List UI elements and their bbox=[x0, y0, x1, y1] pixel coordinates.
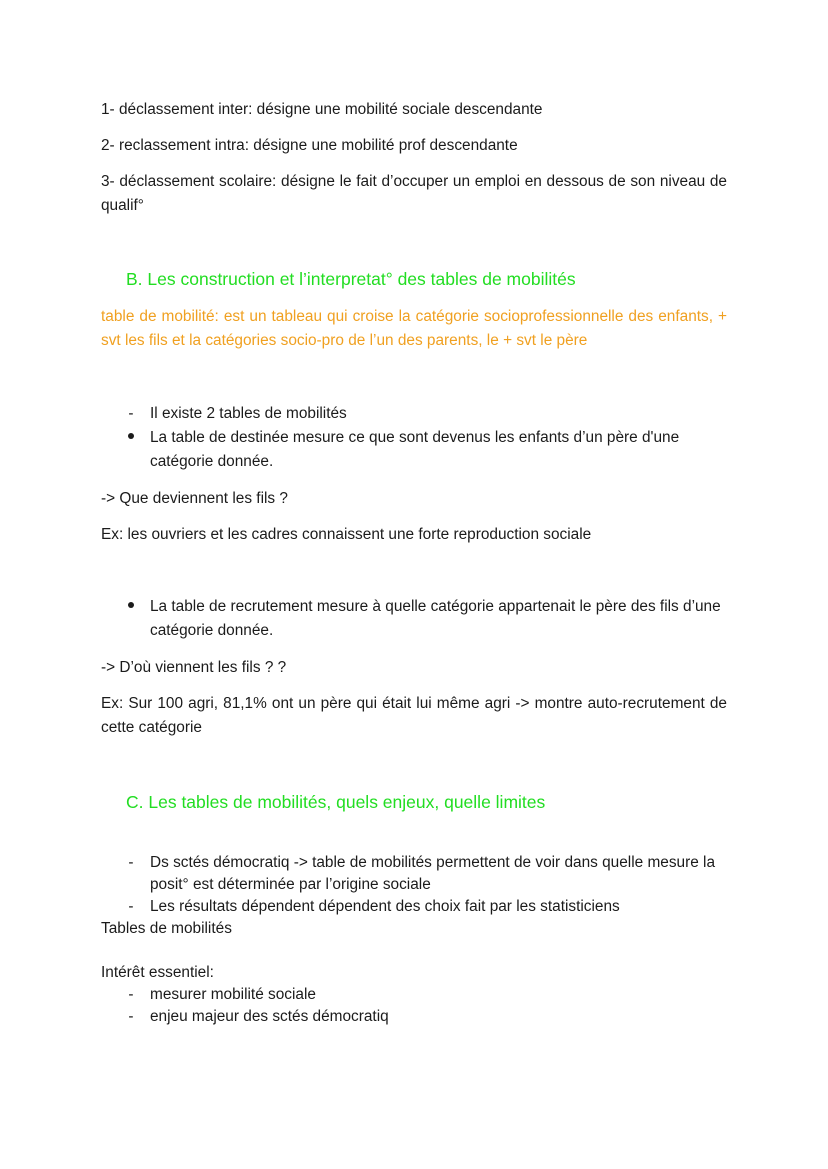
bullet-marker bbox=[125, 595, 137, 619]
list-item-text: La table de recrutement mesure à quelle catégorie appartenait le père des fils d’une catégorie donnée. bbox=[150, 598, 721, 639]
definition-declassement-scolaire: 3- déclassement scolaire: désigne le fait d’occuper un emploi en dessous de son niveau de qualif° bbox=[101, 173, 727, 214]
list-item bbox=[150, 595, 730, 643]
list-item-text: La table de destinée mesure ce que sont devenus les enfants d’un père d'une catégorie donnée. bbox=[150, 429, 680, 470]
list-item bbox=[128, 402, 730, 426]
list-item-text: mesurer mobilité sociale bbox=[150, 986, 316, 1003]
question-origine: -> D’où viennent les fils ? ? bbox=[101, 659, 287, 676]
definition-reclassement-intra: 2- reclassement intra: désigne une mobilité prof descendante bbox=[101, 137, 518, 154]
list-item-text: Les résultats dépendent dépendent des choix fait par les statisticiens bbox=[150, 898, 620, 915]
list-item-text: Ds sctés démocratiq -> table de mobilités permettent de voir dans quelle mesure la posit° est déterminée par l’origine sociale bbox=[150, 854, 716, 893]
bullet-marker bbox=[125, 426, 137, 450]
list-item bbox=[128, 896, 730, 918]
example-auto-recrutement: Ex: Sur 100 agri, 81,1% ont un père qui était lui même agri -> montre auto-recrutement de cette catégorie bbox=[101, 695, 727, 736]
table-mobilite-definition: table de mobilité: est un tableau qui croise la catégorie socioprofessionnelle des enfants, + svt les fils et la catégories socio-pro de l’un des parents, le + svt le père bbox=[101, 308, 727, 349]
dash-marker: - bbox=[128, 405, 134, 422]
question-fils: -> Que deviennent les fils ? bbox=[101, 490, 288, 507]
section-c-heading: C. Les tables de mobilités, quels enjeux, quelle limites bbox=[126, 792, 546, 812]
dash-marker: - bbox=[128, 854, 134, 871]
tables-label: Tables de mobilités bbox=[101, 920, 232, 937]
definition-declassement-inter: 1- déclassement inter: désigne une mobilité sociale descendante bbox=[101, 101, 543, 118]
dash-marker: - bbox=[128, 898, 134, 915]
list-item bbox=[128, 984, 730, 1006]
interet-label: Intérêt essentiel: bbox=[101, 964, 214, 981]
list-item-text: enjeu majeur des sctés démocratiq bbox=[150, 1008, 389, 1025]
section-b-heading: B. Les construction et l’interpretat° des tables de mobilités bbox=[126, 269, 576, 289]
list-item bbox=[128, 1006, 730, 1028]
dash-marker: - bbox=[128, 1008, 134, 1025]
list-item-text: Il existe 2 tables de mobilités bbox=[150, 405, 347, 422]
dash-marker: - bbox=[128, 986, 134, 1003]
list-item bbox=[128, 852, 730, 896]
example-reproduction: Ex: les ouvriers et les cadres connaissent une forte reproduction sociale bbox=[101, 526, 592, 543]
list-item bbox=[150, 426, 730, 474]
